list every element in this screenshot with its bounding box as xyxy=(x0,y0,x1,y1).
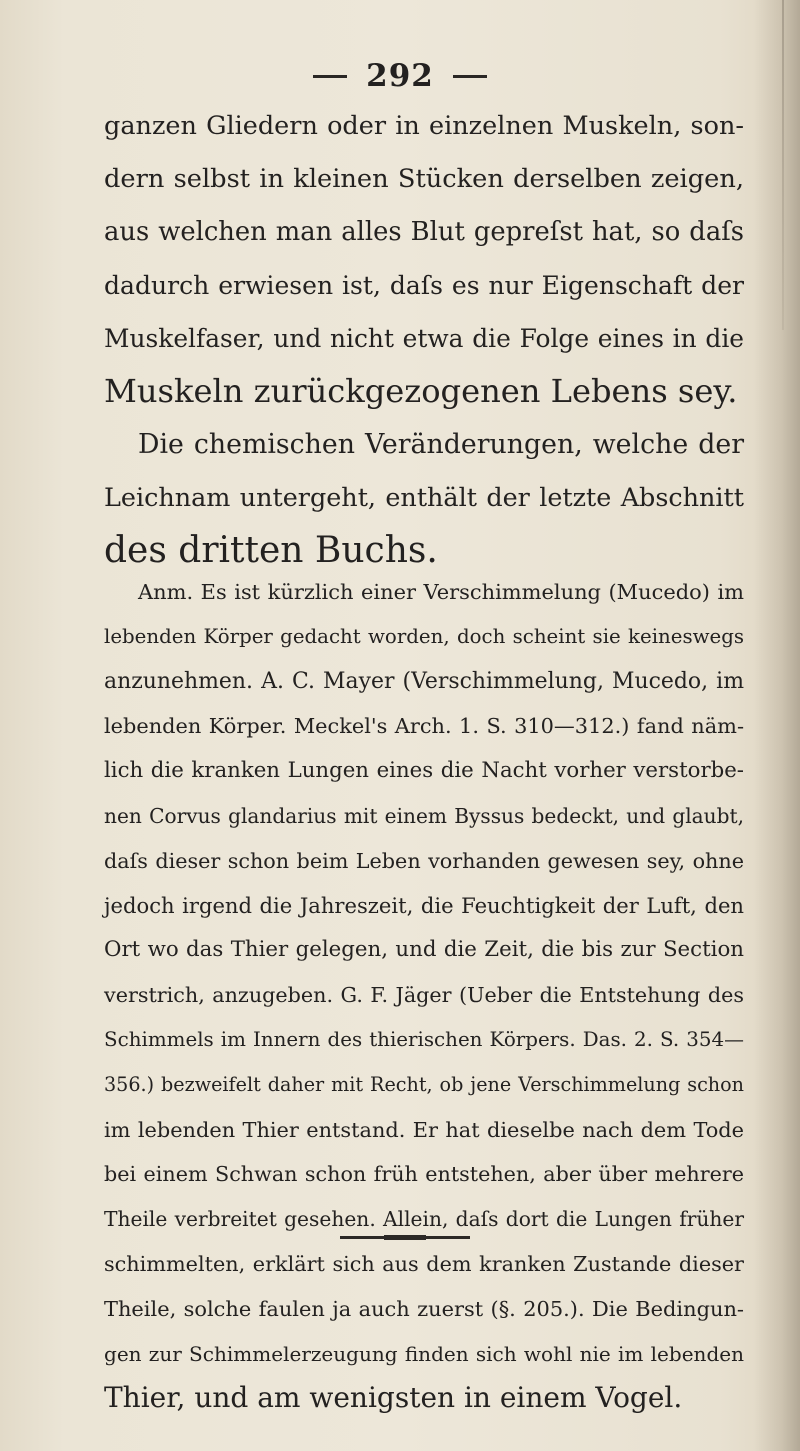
page-edge-shadow xyxy=(754,0,800,1451)
text-line: ganzen Gliedern oder in einzelnen Muskeln, son- xyxy=(104,111,744,141)
note-line: lebenden Körper. Meckel's Arch. 1. S. 310—312.) fand näm- xyxy=(104,714,744,739)
note-line: schimmelten, erklärt sich aus dem kranken Zustande dieser xyxy=(104,1251,744,1276)
note-line: Anm. Es ist kürzlich einer Verschimmelung (Mucedo) im xyxy=(138,580,744,604)
note-line: gen zur Schimmelerzeugung finden sich wohl nie im lebenden xyxy=(104,1341,744,1366)
page-header xyxy=(0,58,800,98)
note-line: im lebenden Thier entstand. Er hat dieselbe nach dem Tode xyxy=(104,1117,744,1142)
annotation-paragraph xyxy=(104,570,744,1421)
main-paragraphs xyxy=(104,100,744,577)
text-line: aus welchen man alles Blut gepreſst hat, so daſs xyxy=(104,217,744,247)
note-line: Thier, und am wenigsten in einem Vogel. xyxy=(104,1381,683,1415)
note-line: Ort wo das Thier gelegen, und die Zeit, die bis zur Section xyxy=(104,937,744,963)
header-dash-right xyxy=(453,75,487,78)
text-line: dern selbst in kleinen Stücken derselben zeigen, xyxy=(104,164,744,194)
text-line: Leichnam untergeht, enthält der letzte Abschnitt xyxy=(104,482,744,512)
page-number: 292 xyxy=(366,58,434,94)
note-line: jedoch irgend die Jahreszeit, die Feuchtigkeit der Luft, den xyxy=(104,892,744,918)
note-line: daſs dieser schon beim Leben vorhanden gewesen sey, ohne xyxy=(104,848,744,873)
text-line: des dritten Buchs. xyxy=(104,530,438,571)
text-line: Muskelfaser, und nicht etwa die Folge eines in die xyxy=(104,324,744,353)
text-line: dadurch erwiesen ist, daſs es nur Eigenschaft der xyxy=(104,271,744,300)
note-line: bei einem Schwan schon früh entstehen, aber über mehrere xyxy=(104,1162,744,1187)
note-line: lebenden Körper gedacht worden, doch scheint sie keineswegs xyxy=(104,624,744,648)
section-end-rule xyxy=(340,1236,470,1239)
text-line: Muskeln zurückgezogenen Lebens sey. xyxy=(104,372,738,410)
note-line: 356.) bezweifelt daher mit Recht, ob jene Verschimmelung schon xyxy=(104,1072,744,1096)
note-line: Theile, solche faulen ja auch zuerst (§. 205.). Die Bedingun- xyxy=(104,1296,744,1321)
page-edge-line xyxy=(782,0,784,330)
note-line: Schimmels im Innern des thierischen Körpers. Das. 2. S. 354— xyxy=(104,1027,744,1051)
note-line: verstrich, anzugeben. G. F. Jäger (Ueber die Entstehung des xyxy=(104,983,744,1008)
header-dash-left xyxy=(313,75,347,78)
note-line: anzunehmen. A. C. Mayer (Verschimmelung, Mucedo, im xyxy=(104,668,744,694)
text-line: Die chemischen Veränderungen, welche der xyxy=(138,429,744,460)
note-line: lich die kranken Lungen eines die Nacht vorher verstorbe- xyxy=(104,758,744,784)
note-line: Theile verbreitet gesehen. Allein, daſs dort die Lungen früher xyxy=(104,1207,744,1232)
note-line: nen Corvus glandarius mit einem Byssus bedeckt, und glaubt, xyxy=(104,803,744,828)
